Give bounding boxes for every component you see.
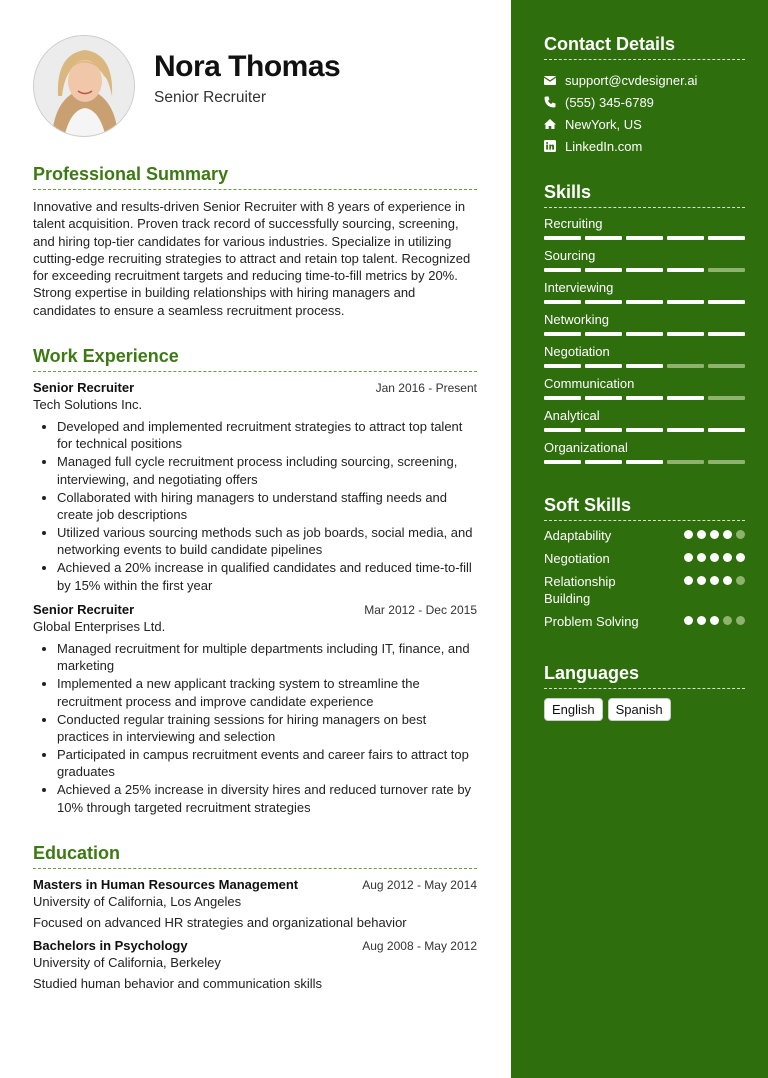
rating-dot [723, 530, 732, 539]
rating-dot [684, 530, 693, 539]
skill-level-bar [544, 332, 745, 336]
list-item: • Achieved a 25% increase in diversity hires and reduced turnover rate by 10% through targeted recruitment strategies [57, 781, 477, 816]
skill-level-segment [708, 332, 745, 336]
summary-section [33, 164, 477, 319]
envelope-icon [544, 74, 556, 86]
linkedin-icon [544, 140, 556, 152]
skill-item [544, 344, 745, 368]
skill-level-segment [544, 396, 581, 400]
school: University of California, Los Angeles [33, 894, 242, 909]
job-company: Global Enterprises Ltd. [33, 619, 166, 635]
contact-location [544, 116, 745, 132]
soft-skills-list [544, 527, 745, 630]
skill-level-segment [585, 332, 622, 336]
list-item: • Implemented a new applicant tracking system to streamline the recruitment process and improve candidate experience [57, 675, 477, 710]
education-date: Aug 2008 - May 2012 [362, 939, 477, 953]
skill-level-segment [626, 300, 663, 304]
skill-label: Organizational [544, 440, 628, 455]
linkedin-text[interactable]: LinkedIn.com [565, 138, 643, 154]
list-item: • Collaborated with hiring managers to understand staffing needs and create job descriptions [57, 489, 477, 524]
skill-level-bar [544, 364, 745, 368]
job-date: Mar 2012 - Dec 2015 [364, 603, 477, 618]
skill-label: Recruiting [544, 216, 603, 231]
skill-level-segment [585, 396, 622, 400]
rating-dot [684, 576, 693, 585]
skill-level-segment [626, 460, 663, 464]
skill-item [544, 376, 745, 400]
skill-level-bar [544, 428, 745, 432]
skill-level-segment [667, 460, 704, 464]
skill-level-bar [544, 396, 745, 400]
skill-level-segment [667, 332, 704, 336]
skill-level-bar [544, 236, 745, 240]
degree: Bachelors in Psychology [33, 938, 188, 953]
rating-dot [697, 530, 706, 539]
contact-section [544, 34, 745, 154]
section-title: Soft Skills [544, 495, 745, 521]
soft-skill-label: Negotiation [544, 551, 610, 566]
soft-skill-rating [684, 527, 745, 539]
list-item: • Conducted regular training sessions for hiring managers on best practices in interviewing and selection [57, 711, 477, 746]
rating-dot [736, 576, 745, 585]
skill-label: Negotiation [544, 344, 610, 359]
job-title: Senior Recruiter [33, 602, 135, 618]
skill-level-segment [544, 300, 581, 304]
skill-level-segment [708, 300, 745, 304]
rating-dot [710, 576, 719, 585]
skill-level-segment [544, 364, 581, 368]
skill-level-segment [544, 268, 581, 272]
skill-level-segment [667, 396, 704, 400]
rating-dot [697, 616, 706, 625]
rating-dot [723, 576, 732, 585]
candidate-role: Senior Recruiter [154, 89, 266, 106]
avatar [33, 35, 135, 137]
rating-dot [736, 553, 745, 562]
skill-level-segment [585, 268, 622, 272]
rating-dot [697, 553, 706, 562]
skill-level-bar [544, 300, 745, 304]
sidebar [511, 0, 768, 1078]
rating-dot [710, 616, 719, 625]
skill-label: Analytical [544, 408, 600, 423]
job-entry [33, 380, 477, 594]
language-chip: English [544, 698, 603, 721]
education-entry [33, 877, 477, 930]
skill-level-segment [544, 460, 581, 464]
rating-dot [684, 553, 693, 562]
email-text[interactable]: support@cvdesigner.ai [565, 72, 698, 88]
skill-level-segment [667, 364, 704, 368]
soft-skill-label: Adaptability [544, 528, 612, 543]
skill-level-segment [626, 332, 663, 336]
degree: Masters in Human Resources Management [33, 877, 299, 892]
skill-level-segment [626, 364, 663, 368]
skill-level-segment [667, 268, 704, 272]
skill-level-segment [708, 268, 745, 272]
skill-level-segment [667, 300, 704, 304]
summary-text: Innovative and results-driven Senior Recruiter with 8 years of experience in talent acquisition. Proven track record of successfully sourcing, screening, and hiring top-tier candidates for various industries. Specialize in utilizing cutting-edge recruiting strategies to attract and retain top talent. Recognized for exceeding recruitment targets and reducing time-to-fill metrics by 20%. Strong expertise in building relationships with hiring managers and candidates to ensure a seamless recruitment process. [33, 199, 471, 318]
skill-level-segment [708, 236, 745, 240]
education-description: Studied human behavior and communication skills [33, 976, 323, 991]
skill-level-segment [585, 428, 622, 432]
section-title: Professional Summary [33, 164, 477, 190]
job-entry [33, 602, 477, 816]
list-item: • Managed recruitment for multiple departments including IT, finance, and marketing [57, 640, 477, 675]
rating-dot [736, 530, 745, 539]
skill-level-segment [626, 396, 663, 400]
soft-skill-item [544, 527, 745, 544]
contact-phone [544, 94, 745, 110]
rating-dot [736, 616, 745, 625]
soft-skill-item [544, 550, 745, 567]
candidate-name: Nora Thomas [154, 50, 341, 83]
skill-label: Interviewing [544, 280, 614, 295]
section-title: Contact Details [544, 34, 745, 60]
section-title: Languages [544, 663, 745, 689]
soft-skill-label: Relationship Building [544, 574, 616, 606]
education-entry [33, 938, 477, 991]
skill-level-segment [544, 428, 581, 432]
phone-icon [544, 96, 556, 108]
home-icon [544, 118, 556, 130]
education-description: Focused on advanced HR strategies and organizational behavior [33, 915, 407, 930]
rating-dot [710, 530, 719, 539]
skill-level-segment [626, 268, 663, 272]
skill-item [544, 280, 745, 304]
skill-level-segment [708, 396, 745, 400]
skills-list [544, 216, 745, 464]
skill-label: Sourcing [544, 248, 596, 263]
rating-dot [710, 553, 719, 562]
soft-skill-item [544, 613, 745, 630]
skill-level-segment [626, 236, 663, 240]
language-chip: Spanish [608, 698, 671, 721]
skill-level-segment [544, 332, 581, 336]
soft-skill-item [544, 573, 745, 607]
list-item: • Developed and implemented recruitment strategies to attract top talent for technical positions [57, 418, 477, 453]
skills-section [544, 182, 745, 464]
skill-level-segment [585, 300, 622, 304]
experience-section [33, 346, 477, 817]
skill-level-segment [544, 236, 581, 240]
list-item: • Managed full cycle recruitment process including sourcing, screening, interviewing, and negotiating offers [57, 453, 477, 488]
section-title: Education [33, 843, 477, 869]
skill-item [544, 216, 745, 240]
skill-level-segment [708, 428, 745, 432]
skill-item [544, 440, 745, 464]
soft-skills-section [544, 495, 745, 630]
job-bullets [33, 418, 477, 594]
skill-item [544, 312, 745, 336]
rating-dot [684, 616, 693, 625]
job-date: Jan 2016 - Present [375, 381, 477, 395]
skill-label: Communication [544, 376, 635, 391]
school: University of California, Berkeley [33, 955, 221, 970]
languages-section [544, 663, 745, 721]
contact-email [544, 72, 745, 88]
phone-text: (555) 345-6789 [565, 94, 654, 110]
skill-level-segment [626, 428, 663, 432]
skill-level-bar [544, 268, 745, 272]
section-title: Work Experience [33, 346, 477, 372]
skill-level-segment [708, 460, 745, 464]
section-title: Skills [544, 182, 745, 208]
soft-skill-label: Problem Solving [544, 614, 639, 629]
contact-linkedin [544, 138, 745, 154]
skill-level-segment [585, 460, 622, 464]
skill-level-segment [667, 428, 704, 432]
skill-item [544, 408, 745, 432]
job-company: Tech Solutions Inc. [33, 397, 143, 412]
language-list [544, 698, 745, 721]
soft-skill-rating [684, 550, 745, 562]
skill-label: Networking [544, 312, 610, 327]
rating-dot [697, 576, 706, 585]
education-section [33, 843, 477, 991]
list-item: • Participated in campus recruitment events and career fairs to attract top graduates [57, 746, 477, 781]
job-bullets [33, 640, 477, 816]
rating-dot [723, 553, 732, 562]
skill-level-segment [708, 364, 745, 368]
skill-level-segment [585, 364, 622, 368]
education-date: Aug 2012 - May 2014 [362, 878, 477, 892]
rating-dot [723, 616, 732, 625]
soft-skill-rating [684, 613, 745, 625]
location-text: NewYork, US [565, 116, 642, 132]
skill-level-segment [667, 236, 704, 240]
skill-item [544, 248, 745, 272]
job-title: Senior Recruiter [33, 380, 135, 395]
skill-level-bar [544, 460, 745, 464]
list-item: • Utilized various sourcing methods such as job boards, social media, and networking events to build candidate pipelines [57, 524, 477, 559]
soft-skill-rating [684, 573, 745, 585]
skill-level-segment [585, 236, 622, 240]
list-item: • Achieved a 20% increase in qualified candidates and reduced time-to-fill by 15% within the first year [57, 559, 477, 594]
